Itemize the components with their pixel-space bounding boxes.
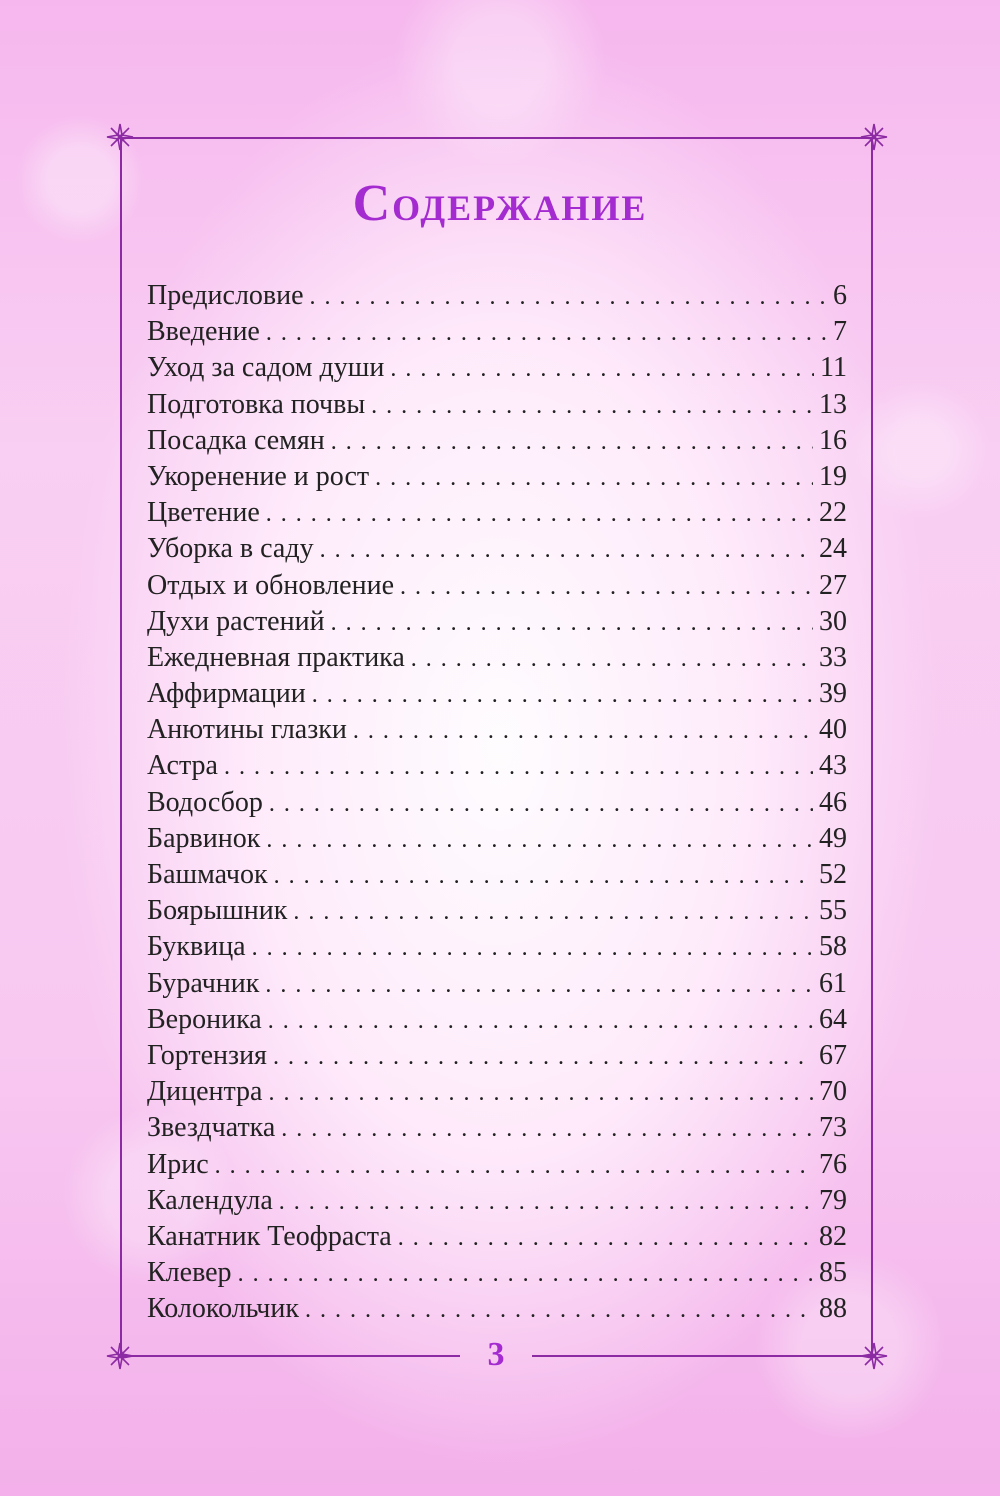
toc-entry-title: Подготовка почвы: [147, 388, 366, 420]
toc-leader-dots: [371, 393, 813, 420]
toc-entry-title: Ежедневная практика: [147, 641, 405, 673]
toc-entry-page: 40: [819, 714, 847, 746]
toc-entry-page: 55: [819, 895, 847, 927]
toc-entry-title: Предисловие: [147, 280, 304, 311]
toc-entry-title: Бурачник: [147, 967, 260, 999]
toc-entry[interactable]: [147, 823, 847, 859]
toc-leader-dots: [238, 1261, 813, 1288]
toc-entry-title: Анютины глазки: [147, 714, 347, 746]
toc-entry-page: 24: [819, 533, 847, 565]
toc-entry-page: 82: [819, 1220, 847, 1252]
toc-entry[interactable]: [147, 1221, 847, 1257]
toc-entry[interactable]: [147, 1112, 847, 1148]
toc-entry-title: Аффирмации: [147, 678, 306, 710]
table-of-contents: [147, 280, 847, 1329]
toc-entry-title: Календула: [147, 1184, 273, 1216]
toc-leader-dots: [400, 574, 813, 601]
toc-entry-title: Уборка в саду: [147, 533, 314, 565]
toc-entry-page: 88: [819, 1293, 847, 1325]
toc-entry-page: 27: [819, 569, 847, 601]
toc-entry-page: 19: [819, 460, 847, 492]
toc-entry[interactable]: [147, 642, 847, 678]
toc-entry-title: Звездчатка: [147, 1112, 276, 1144]
toc-leader-dots: [252, 935, 813, 962]
toc-entry-page: 6: [833, 280, 847, 311]
toc-entry[interactable]: [147, 714, 847, 750]
toc-entry-title: Введение: [147, 316, 260, 348]
toc-entry-title: Колокольчик: [147, 1293, 299, 1325]
toc-entry-title: Буквица: [147, 931, 246, 963]
toc-entry[interactable]: [147, 389, 847, 425]
toc-leader-dots: [266, 827, 813, 854]
toc-leader-dots: [312, 682, 813, 709]
toc-entry-page: 61: [819, 967, 847, 999]
toc-entry-title: Дицентра: [147, 1076, 263, 1108]
toc-leader-dots: [375, 465, 813, 492]
toc-entry-page: 13: [819, 388, 847, 420]
toc-entry-title: Духи растений: [147, 605, 325, 637]
toc-leader-dots: [305, 1297, 813, 1324]
toc-entry-title: Отдых и обновление: [147, 569, 395, 601]
toc-entry[interactable]: [147, 352, 847, 388]
toc-leader-dots: [320, 537, 813, 564]
toc-entry-title: Гортензия: [147, 1039, 267, 1071]
corner-flower-icon: [105, 122, 135, 152]
toc-leader-dots: [331, 429, 813, 456]
corner-flower-icon: [859, 122, 889, 152]
toc-leader-dots: [224, 754, 813, 781]
toc-entry-page: 76: [819, 1148, 847, 1180]
toc-entry-title: Башмачок: [147, 859, 268, 890]
toc-entry[interactable]: [147, 1257, 847, 1293]
corner-flower-icon: [105, 1341, 135, 1371]
toc-entry[interactable]: [147, 1004, 847, 1040]
toc-entry-page: 85: [819, 1257, 847, 1289]
toc-entry-page: 73: [819, 1112, 847, 1144]
toc-entry-title: Барвинок: [147, 822, 261, 854]
toc-leader-dots: [310, 284, 827, 311]
toc-leader-dots: [353, 718, 813, 745]
toc-entry[interactable]: [147, 316, 847, 352]
toc-entry[interactable]: [147, 461, 847, 497]
toc-entry-page: 64: [819, 1003, 847, 1035]
toc-entry-page: 43: [819, 750, 847, 782]
toc-entry-page: 22: [819, 497, 847, 529]
toc-entry-page: 30: [819, 605, 847, 637]
toc-entry-page: 33: [819, 641, 847, 673]
toc-entry-title: Посадка семян: [147, 424, 325, 456]
toc-leader-dots: [390, 356, 814, 383]
toc-entry[interactable]: [147, 280, 847, 316]
toc-entry-title: Боярышник: [147, 895, 288, 927]
toc-entry-title: Канатник Теофраста: [147, 1220, 392, 1252]
toc-entry[interactable]: [147, 570, 847, 606]
toc-entry-title: Клевер: [147, 1257, 232, 1289]
toc-entry-page: 52: [819, 859, 847, 890]
page-title: Содержание: [352, 175, 648, 232]
toc-entry[interactable]: [147, 606, 847, 642]
toc-entry[interactable]: [147, 931, 847, 967]
toc-entry[interactable]: [147, 425, 847, 461]
toc-entry[interactable]: [147, 968, 847, 1004]
toc-entry[interactable]: [147, 895, 847, 931]
toc-entry-page: 11: [820, 352, 847, 384]
toc-leader-dots: [279, 1189, 813, 1216]
toc-entry-page: 49: [819, 822, 847, 854]
toc-leader-dots: [269, 1080, 814, 1107]
toc-entry-title: Астра: [147, 750, 218, 782]
toc-leader-dots: [281, 1116, 813, 1143]
toc-entry-page: 58: [819, 931, 847, 963]
toc-entry[interactable]: [147, 533, 847, 569]
toc-entry[interactable]: [147, 787, 847, 823]
toc-entry-title: Укоренение и рост: [147, 460, 370, 492]
toc-entry[interactable]: [147, 1040, 847, 1076]
corner-flower-icon: [859, 1341, 889, 1371]
toc-entry[interactable]: [147, 1185, 847, 1221]
toc-entry-page: 39: [819, 678, 847, 710]
toc-leader-dots: [411, 646, 813, 673]
toc-leader-dots: [274, 863, 813, 890]
toc-leader-dots: [331, 610, 813, 637]
toc-entry[interactable]: [147, 1149, 847, 1185]
toc-entry[interactable]: [147, 1293, 847, 1329]
toc-entry[interactable]: [147, 859, 847, 895]
page-number: 3: [487, 1336, 505, 1373]
toc-entry-page: 7: [833, 316, 847, 348]
toc-entry[interactable]: [147, 678, 847, 714]
toc-entry-page: 16: [819, 424, 847, 456]
toc-entry-page: 67: [819, 1039, 847, 1071]
toc-leader-dots: [269, 791, 813, 818]
frame-top-rule: [120, 137, 875, 139]
toc-leader-dots: [266, 501, 813, 528]
toc-entry-title: Ирис: [147, 1148, 209, 1180]
toc-entry-page: 70: [819, 1076, 847, 1108]
toc-leader-dots: [215, 1153, 813, 1180]
toc-leader-dots: [266, 320, 827, 347]
toc-entry-title: Цветение: [147, 497, 260, 529]
toc-entry[interactable]: [147, 750, 847, 786]
frame-bottom-rule-left: [120, 1355, 460, 1357]
toc-entry-title: Водосбор: [147, 786, 263, 818]
toc-leader-dots: [268, 1008, 813, 1035]
toc-leader-dots: [273, 1044, 813, 1071]
toc-entry[interactable]: [147, 1076, 847, 1112]
toc-entry[interactable]: [147, 497, 847, 533]
toc-entry-page: 79: [819, 1184, 847, 1216]
frame-bottom-rule-right: [532, 1355, 875, 1357]
toc-leader-dots: [398, 1225, 813, 1252]
toc-entry-page: 46: [819, 786, 847, 818]
toc-entry-title: Вероника: [147, 1003, 262, 1035]
toc-leader-dots: [293, 899, 813, 926]
toc-leader-dots: [265, 972, 813, 999]
toc-entry-title: Уход за садом души: [147, 352, 385, 384]
